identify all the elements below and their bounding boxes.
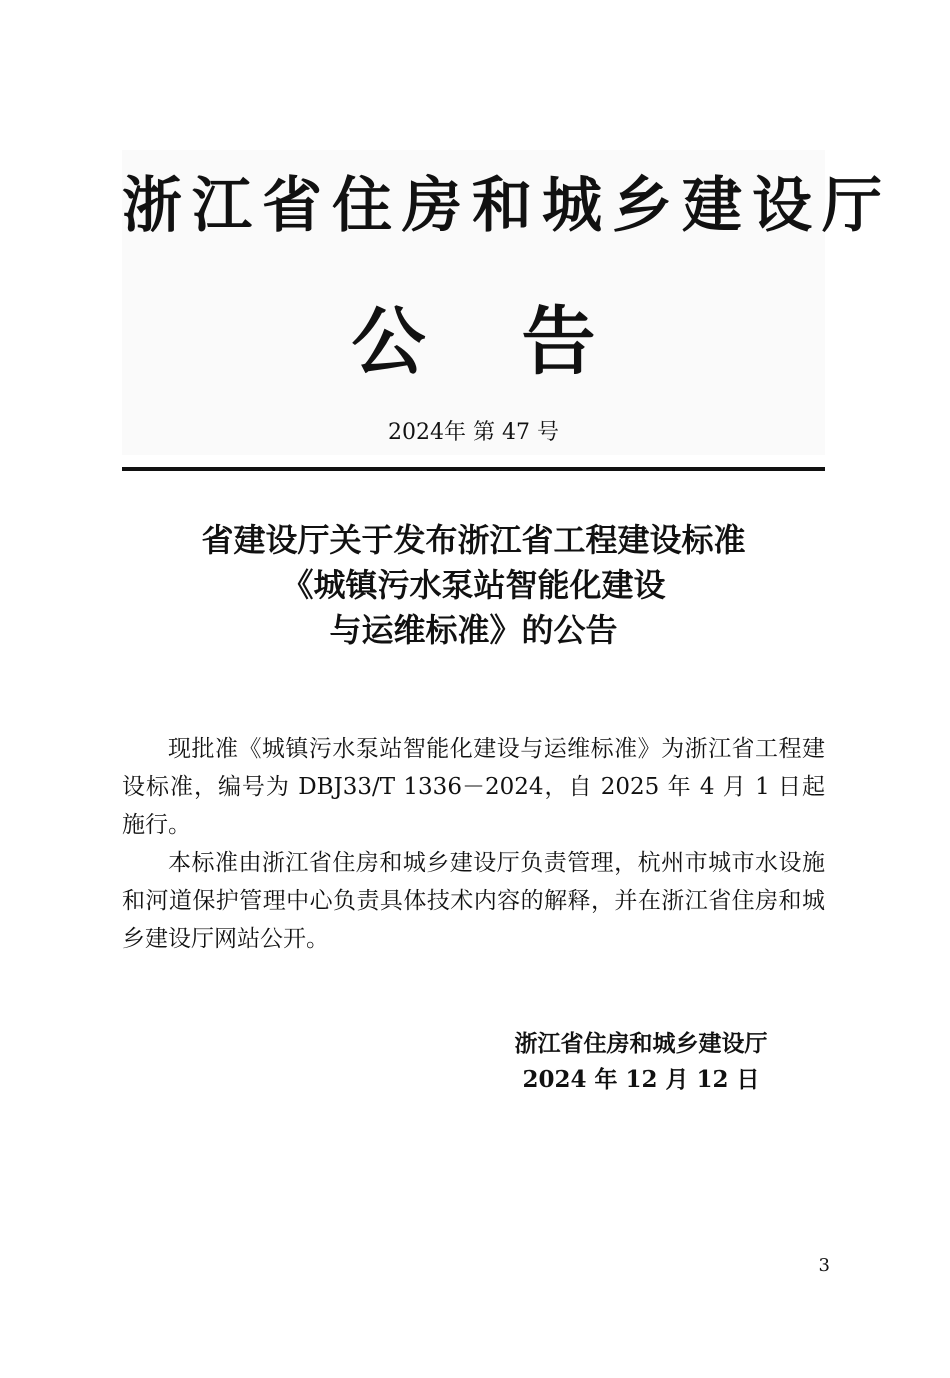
body-paragraph-2: 本标准由浙江省住房和城乡建设厅负责管理，杭州市城市水设施和河道保护管理中心负责具体技术内容的解释，并在浙江省住房和城乡建设厅网站公开。 bbox=[122, 850, 825, 952]
agency-title: 浙江省住房和城乡建设厅 bbox=[122, 171, 892, 241]
document-body bbox=[122, 730, 825, 958]
heading-line-2: 《城镇污水泵站智能化建设 bbox=[281, 566, 666, 604]
signature-agency: 浙江省住房和城乡建设厅 bbox=[514, 1030, 768, 1057]
signature-block bbox=[496, 1026, 786, 1098]
document-heading bbox=[122, 518, 825, 653]
heading-line-3: 与运维标准》的公告 bbox=[329, 611, 618, 649]
page-number: 3 bbox=[818, 1255, 830, 1276]
header-divider bbox=[122, 467, 825, 471]
body-paragraph-1: 现批准《城镇污水泵站智能化建设与运维标准》为浙江省工程建设标准，编号为 DBJ33/T 1336－2024，自 2025 年 4 月 1 日起施行。 bbox=[122, 736, 825, 838]
heading-line-1: 省建设厅关于发布浙江省工程建设标准 bbox=[201, 521, 746, 559]
notice-title: 公告 bbox=[351, 299, 692, 385]
signature-date: 2024 年 12 月 12 日 bbox=[522, 1066, 760, 1093]
issue-number: 2024年 第 47 号 bbox=[388, 420, 559, 445]
